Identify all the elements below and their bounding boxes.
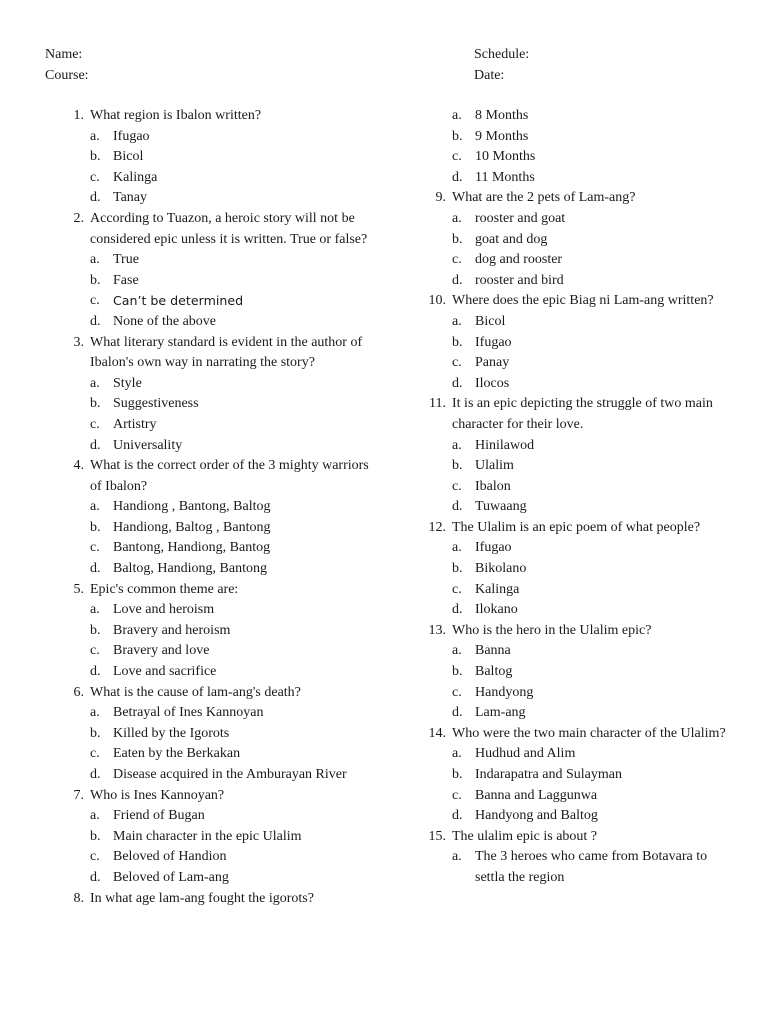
option-letter: c.: [90, 746, 100, 762]
answer-option: [50, 374, 370, 395]
option-text: Baltog, Handiong, Bantong: [113, 561, 267, 577]
option-text: Friend of Bugan: [113, 808, 205, 824]
question-row: [50, 456, 370, 497]
option-text: Baltog: [475, 664, 513, 680]
option-text: Banna and Laggunwa: [475, 787, 598, 803]
option-text: Bantong, Handiong, Bantog: [113, 540, 271, 556]
question-item: [412, 827, 727, 889]
question-item: [412, 724, 727, 827]
option-text: Love and heroism: [113, 602, 215, 618]
question-row: [412, 394, 727, 435]
option-text: Handiong, Baltog , Bantong: [113, 519, 271, 535]
answer-option: [50, 538, 370, 559]
question-row: [412, 827, 727, 848]
answer-option: [50, 497, 370, 518]
question-row: [50, 786, 370, 807]
option-letter: b.: [452, 334, 463, 350]
answer-option: [50, 559, 370, 580]
option-text: Style: [113, 375, 142, 391]
option-letter: b.: [452, 767, 463, 782]
answer-option: [50, 641, 370, 662]
question-text: What are the 2 pets of Lam-ang?: [452, 190, 636, 206]
question-row: [412, 724, 727, 745]
question-number: 15.: [428, 828, 446, 844]
answer-option: [412, 312, 727, 333]
question-number: 5.: [73, 581, 84, 597]
option-text: Ifugao: [475, 334, 512, 350]
option-letter: a.: [90, 128, 100, 144]
option-text: Tuwaang: [475, 499, 527, 515]
option-text: 10 Months: [475, 149, 536, 165]
option-text: Bikolano: [475, 561, 527, 577]
option-letter: b.: [452, 664, 463, 680]
question-item: [50, 786, 370, 889]
option-letter: b.: [452, 561, 463, 577]
question-number: 14.: [428, 725, 446, 741]
left-column: [50, 106, 370, 909]
answer-option: [412, 250, 727, 271]
option-text: Bravery and love: [113, 643, 210, 659]
question-row: [50, 106, 370, 127]
option-text: rooster and bird: [475, 272, 564, 288]
answer-option: [412, 600, 727, 621]
answer-option: [412, 786, 727, 807]
question-number: 6.: [73, 684, 84, 700]
option-letter: c.: [452, 252, 462, 268]
answer-option: [412, 703, 727, 724]
option-text: 8 Months: [475, 108, 529, 123]
option-letter: d.: [90, 664, 101, 680]
answer-option: [412, 209, 727, 230]
option-letter: c.: [452, 355, 462, 371]
question-item: [50, 333, 370, 457]
question-item: [412, 518, 727, 621]
name-label: Name:: [45, 47, 83, 62]
answer-option: [412, 271, 727, 292]
question-row: [412, 188, 727, 209]
date-label: Date:: [474, 67, 505, 83]
option-text: Handyong: [475, 684, 534, 700]
answer-option: [412, 765, 727, 786]
option-text: Handyong and Baltog: [475, 808, 598, 824]
schedule-label: Schedule:: [474, 47, 530, 62]
answer-option: [50, 147, 370, 168]
option-letter: b.: [90, 272, 101, 288]
option-text: Main character in the epic Ulalim: [113, 828, 302, 844]
question-item: [412, 188, 727, 291]
option-letter: a.: [452, 849, 462, 865]
answer-option: [412, 847, 727, 888]
option-letter: c.: [90, 169, 100, 185]
option-letter: d.: [452, 602, 463, 618]
option-letter: a.: [452, 643, 462, 659]
question-number: 9.: [435, 190, 446, 206]
option-text: Ifugao: [113, 128, 150, 144]
option-text: Panay: [475, 355, 510, 371]
answer-option: [50, 724, 370, 745]
option-letter: a.: [452, 313, 462, 329]
option-letter: c.: [452, 581, 462, 597]
question-text: What region is Ibalon written?: [90, 108, 262, 123]
answer-option: [50, 291, 370, 312]
option-letter: b.: [90, 725, 101, 741]
answer-option: [412, 580, 727, 601]
option-letter: b.: [90, 149, 101, 165]
question-row: [412, 291, 727, 312]
option-letter: d.: [90, 190, 101, 206]
answer-option: [50, 127, 370, 148]
answer-option: [50, 394, 370, 415]
question-number: 8.: [73, 890, 84, 906]
option-letter: d.: [90, 561, 101, 577]
option-text: Fase: [113, 272, 139, 288]
question-text: According to Tuazon, a heroic story will not be considered epic unless it is written. True or false?: [90, 210, 368, 247]
question-row: [412, 518, 727, 539]
option-text: Ilocos: [475, 375, 510, 391]
answer-option: [50, 806, 370, 827]
continued-options-q8: [412, 106, 727, 188]
question-row: [50, 889, 370, 910]
option-letter: a.: [452, 437, 462, 453]
option-letter: b.: [452, 458, 463, 474]
option-text: Lam-ang: [475, 705, 526, 721]
option-text: Bravery and heroism: [113, 622, 231, 638]
option-letter: a.: [90, 808, 100, 824]
answer-option: [412, 333, 727, 354]
option-letter: a.: [452, 540, 462, 556]
option-letter: a.: [90, 252, 100, 268]
question-text: Where does the epic Biag ni Lam-ang written?: [452, 293, 714, 309]
answer-option: [412, 744, 727, 765]
question-number: 7.: [73, 787, 84, 803]
question-number: 1.: [73, 108, 84, 123]
option-text: Kalinga: [475, 581, 520, 597]
header-left: [45, 45, 89, 86]
answer-option: [50, 847, 370, 868]
answer-option: [412, 168, 727, 189]
question-text: The ulalim epic is about ?: [452, 828, 598, 844]
option-text: goat and dog: [475, 231, 548, 247]
answer-option: [412, 456, 727, 477]
answer-option: [50, 662, 370, 683]
answer-option: [412, 147, 727, 168]
question-number: 2.: [73, 210, 84, 226]
option-text: Ulalim: [475, 458, 514, 474]
right-column: [412, 106, 727, 889]
question-item: [50, 889, 370, 910]
answer-option: [50, 168, 370, 189]
question-row: [50, 580, 370, 601]
option-letter: c.: [90, 643, 100, 659]
option-text: Can’t be determined: [113, 293, 244, 309]
question-item: [412, 291, 727, 394]
option-letter: d.: [452, 169, 463, 185]
answer-option: [412, 662, 727, 683]
option-text: Universality: [113, 437, 183, 453]
option-text: Ifugao: [475, 540, 512, 556]
option-letter: a.: [452, 108, 462, 123]
answer-option: [412, 353, 727, 374]
question-number: 10.: [428, 293, 446, 309]
option-letter: a.: [90, 705, 100, 721]
option-text: Beloved of Handion: [113, 849, 227, 865]
option-text: dog and rooster: [475, 252, 563, 268]
option-text: Hinilawod: [475, 437, 535, 453]
answer-option: [50, 600, 370, 621]
option-letter: d.: [90, 313, 101, 329]
option-letter: c.: [452, 787, 462, 803]
option-text: None of the above: [113, 313, 217, 329]
answer-option: [412, 436, 727, 457]
answer-option: [412, 497, 727, 518]
question-item: [412, 394, 727, 518]
question-number: 3.: [73, 334, 84, 350]
question-row: [412, 621, 727, 642]
answer-option: [412, 374, 727, 395]
option-letter: b.: [90, 622, 101, 638]
answer-option: [50, 271, 370, 292]
question-item: [50, 456, 370, 580]
answer-option: [412, 683, 727, 704]
answer-option: [412, 477, 727, 498]
answer-option: [50, 827, 370, 848]
option-text: 11 Months: [475, 169, 535, 185]
option-text: The 3 heroes who came from Botavara to settla the region: [475, 849, 708, 885]
option-text: Betrayal of Ines Kannoyan: [113, 705, 264, 721]
header-right: [474, 45, 529, 86]
question-number: 4.: [73, 458, 84, 474]
option-text: Eaten by the Berkakan: [113, 746, 241, 762]
question-text: In what age lam-ang fought the igorots?: [90, 890, 314, 906]
question-item: [50, 106, 370, 209]
question-row: [50, 683, 370, 704]
option-letter: d.: [90, 767, 101, 782]
option-text: rooster and goat: [475, 210, 566, 226]
option-text: True: [113, 252, 139, 268]
course-label: Course:: [45, 67, 89, 83]
answer-option: [412, 806, 727, 827]
answer-option: [412, 559, 727, 580]
option-letter: c.: [452, 684, 462, 700]
question-text: Who were the two main character of the Ulalim?: [452, 725, 726, 741]
answer-option: [50, 518, 370, 539]
question-text: Who is the hero in the Ulalim epic?: [452, 622, 652, 638]
option-letter: c.: [90, 849, 100, 865]
question-text: Epic's common theme are:: [90, 581, 239, 597]
question-number: 13.: [428, 622, 446, 638]
option-text: Tanay: [113, 190, 148, 206]
answer-option: [50, 621, 370, 642]
answer-option: [50, 765, 370, 786]
option-letter: b.: [452, 128, 463, 144]
option-letter: c.: [90, 416, 100, 432]
option-letter: d.: [452, 499, 463, 515]
option-letter: d.: [452, 375, 463, 391]
answer-option: [412, 127, 727, 148]
answer-option: [50, 436, 370, 457]
option-letter: a.: [452, 210, 462, 226]
answer-option: [412, 538, 727, 559]
option-letter: a.: [452, 746, 462, 762]
answer-option: [412, 641, 727, 662]
option-text: Hudhud and Alim: [475, 746, 576, 762]
option-letter: d.: [90, 437, 101, 453]
question-item: [50, 683, 370, 786]
answer-option: [50, 188, 370, 209]
question-text: The Ulalim is an epic poem of what people?: [452, 519, 701, 535]
option-text: 9 Months: [475, 128, 529, 144]
option-letter: c.: [452, 478, 462, 494]
option-letter: a.: [90, 602, 100, 618]
option-letter: b.: [452, 231, 463, 247]
option-text: Indarapatra and Sulayman: [475, 767, 622, 782]
option-text: Banna: [475, 643, 511, 659]
question-text: What is the correct order of the 3 mighty warriors of Ibalon?: [90, 458, 369, 494]
answer-option: [50, 415, 370, 436]
question-text: Who is Ines Kannoyan?: [90, 787, 225, 803]
question-row: [50, 209, 370, 250]
option-letter: d.: [90, 869, 101, 885]
option-text: Handiong , Bantong, Baltog: [113, 499, 271, 515]
option-letter: c.: [90, 540, 100, 556]
option-text: Disease acquired in the Amburayan River: [113, 767, 347, 782]
option-letter: a.: [90, 375, 100, 391]
option-letter: d.: [452, 272, 463, 288]
answer-option: [50, 744, 370, 765]
question-number: 12.: [428, 519, 446, 535]
option-text: Bicol: [113, 149, 144, 165]
option-text: Kalinga: [113, 169, 158, 185]
option-text: Ibalon: [475, 478, 511, 494]
option-letter: b.: [90, 396, 101, 412]
option-letter: d.: [452, 705, 463, 721]
option-letter: d.: [452, 808, 463, 824]
question-item: [50, 209, 370, 333]
question-text: What is the cause of lam-ang's death?: [90, 684, 301, 700]
answer-option: [412, 230, 727, 251]
option-letter: c.: [452, 149, 462, 165]
option-text: Love and sacrifice: [113, 664, 217, 680]
question-number: 11.: [429, 396, 446, 412]
answer-option: [50, 868, 370, 889]
question-row: [50, 333, 370, 374]
option-text: Killed by the Igorots: [113, 725, 230, 741]
question-item: [412, 621, 727, 724]
answer-option: [412, 106, 727, 127]
option-letter: c.: [90, 293, 100, 309]
question-text: It is an epic depicting the struggle of two main character for their love.: [452, 396, 713, 432]
option-letter: a.: [90, 499, 100, 515]
question-text: What literary standard is evident in the author of Ibalon's own way in narrating the story?: [90, 334, 363, 371]
option-text: Beloved of Lam-ang: [113, 869, 229, 885]
option-text: Bicol: [475, 313, 506, 329]
option-text: Artistry: [113, 416, 157, 432]
option-letter: b.: [90, 519, 101, 535]
option-letter: b.: [90, 828, 101, 844]
answer-option: [50, 312, 370, 333]
option-text: Ilokano: [475, 602, 518, 618]
option-text: Suggestiveness: [113, 396, 199, 412]
question-item: [50, 580, 370, 683]
answer-option: [50, 250, 370, 271]
answer-option: [50, 703, 370, 724]
